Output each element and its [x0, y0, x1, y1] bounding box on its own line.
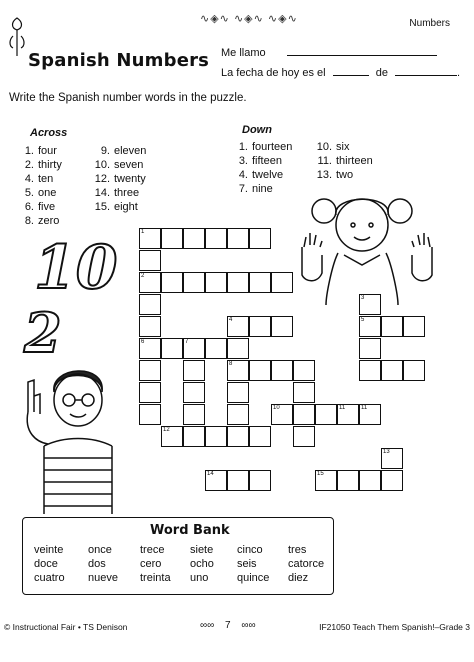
word-bank-title: Word Bank — [150, 523, 230, 538]
crossword-cell[interactable] — [183, 360, 205, 381]
crossword-cell[interactable] — [381, 316, 403, 337]
down-clue — [226, 169, 283, 181]
crossword-cell[interactable] — [403, 316, 425, 337]
down-clue-number: 13. — [316, 169, 332, 181]
across-clue-word: zero — [38, 215, 60, 227]
cell-clue-number: 5 — [361, 317, 365, 323]
crossword-cell[interactable] — [227, 426, 249, 447]
crossword-cell[interactable] — [205, 426, 227, 447]
down-heading: Down — [242, 124, 272, 136]
crossword-cell[interactable] — [403, 360, 425, 381]
across-clue-number: 4. — [24, 173, 34, 185]
cell-clue-number: 12 — [163, 427, 170, 433]
across-clue-word: three — [114, 187, 140, 199]
crossword-cell[interactable] — [293, 360, 315, 381]
word-bank-word: veinte — [34, 544, 64, 556]
crossword-cell[interactable] — [139, 360, 161, 381]
down-clue-word: twelve — [252, 169, 284, 181]
crossword-cell[interactable] — [249, 426, 271, 447]
crossword-cell[interactable] — [183, 404, 205, 425]
crossword-cell[interactable] — [359, 360, 381, 381]
crossword-cell[interactable] — [161, 338, 183, 359]
crossword-cell[interactable] — [271, 360, 293, 381]
crossword-cell[interactable] — [249, 360, 271, 381]
crossword-cell[interactable] — [183, 338, 205, 359]
word-bank-word: uno — [190, 572, 209, 584]
crossword-cell[interactable] — [227, 382, 249, 403]
word-bank-word: trece — [140, 544, 165, 556]
footer-catalog: IF21050 Teach Them Spanish!–Grade 3 — [319, 622, 470, 632]
down-clue — [226, 183, 273, 195]
across-clue — [88, 201, 138, 213]
across-clue-word: seven — [114, 159, 144, 171]
crossword-cell[interactable] — [139, 404, 161, 425]
cell-clue-number: 10 — [273, 405, 280, 411]
word-bank-word: dos — [88, 558, 106, 570]
across-clue — [12, 145, 57, 157]
across-clue-number: 1. — [24, 145, 34, 157]
crossword-cell[interactable] — [249, 272, 271, 293]
word-bank-word: catorce — [288, 558, 325, 570]
crossword-cell[interactable] — [227, 338, 249, 359]
cell-clue-number: 11 — [361, 405, 368, 411]
word-bank-word: seis — [237, 558, 257, 570]
cell-clue-number: 11 — [339, 405, 346, 411]
across-clue-number: 2. — [24, 159, 34, 171]
crossword-cell[interactable] — [139, 316, 161, 337]
across-clue — [12, 187, 56, 199]
word-bank-word: cinco — [237, 544, 263, 556]
date-line — [221, 64, 460, 79]
down-clue-word: fifteen — [252, 155, 282, 167]
crossword-cell[interactable] — [337, 470, 359, 491]
across-clue-word: eleven — [114, 145, 147, 157]
crossword-cell[interactable] — [139, 228, 161, 249]
crossword-cell[interactable] — [183, 228, 205, 249]
word-bank-word: tres — [288, 544, 307, 556]
cell-clue-number: 14 — [207, 471, 214, 477]
cell-clue-number: 13 — [383, 449, 390, 455]
crossword-cell[interactable] — [293, 404, 315, 425]
down-clue-number: 1. — [238, 141, 248, 153]
crossword-cell[interactable] — [183, 272, 205, 293]
across-heading: Across — [30, 127, 68, 139]
name-line — [221, 44, 437, 59]
down-clue-number: 11. — [317, 155, 332, 167]
girl-illustration — [292, 185, 442, 305]
across-clue-word: five — [38, 201, 56, 213]
word-bank-word: cuatro — [34, 572, 65, 584]
crossword-cell[interactable] — [249, 316, 271, 337]
crossword-cell[interactable] — [381, 360, 403, 381]
page-number: 7 — [225, 620, 231, 631]
subject-tag: Numbers — [409, 18, 450, 29]
across-clue-word: twenty — [114, 173, 146, 185]
crossword-cell[interactable] — [359, 338, 381, 359]
down-clue — [226, 155, 282, 167]
across-clue-number: 14. — [94, 187, 110, 199]
crossword-cell[interactable] — [205, 470, 227, 491]
crossword-cell[interactable] — [315, 404, 337, 425]
crossword-cell[interactable] — [381, 470, 403, 491]
footer-page — [200, 620, 256, 631]
crossword-cell[interactable] — [205, 338, 227, 359]
crossword-cell[interactable] — [337, 404, 359, 425]
across-clue-word: ten — [38, 173, 54, 185]
crossword-cell[interactable] — [249, 228, 271, 249]
footer-copyright: © Instructional Fair • TS Denison — [4, 622, 128, 632]
down-clue — [226, 141, 292, 153]
word-bank-word: ocho — [190, 558, 214, 570]
date-end: . — [457, 67, 461, 79]
down-clue-number: 4. — [238, 169, 248, 181]
crossword-cell[interactable] — [161, 426, 183, 447]
across-clue-word: thirty — [38, 159, 62, 171]
word-bank-word: quince — [237, 572, 270, 584]
crossword-cell[interactable] — [139, 250, 161, 271]
crossword-cell[interactable] — [359, 404, 381, 425]
crossword-cell[interactable] — [359, 316, 381, 337]
across-clue — [12, 215, 59, 227]
down-clue — [310, 141, 349, 153]
crossword-cell[interactable] — [249, 470, 271, 491]
instructions: Write the Spanish number words in the puzzle. — [9, 92, 247, 104]
svg-text:10: 10 — [34, 233, 118, 302]
down-clue-number: 10. — [316, 141, 332, 153]
word-bank-word: siete — [190, 544, 214, 556]
across-clue-number: 6. — [24, 201, 34, 213]
crossword-cell[interactable] — [205, 272, 227, 293]
crossword-cell[interactable] — [227, 272, 249, 293]
header-ornament: ∿◈∿ ∿◈∿ ∿◈∿ — [200, 13, 298, 25]
crossword-cell[interactable] — [139, 382, 161, 403]
down-clue-word: fourteen — [252, 141, 293, 153]
crossword-cell[interactable] — [161, 228, 183, 249]
word-bank-word: cero — [140, 558, 162, 570]
crossword-cell[interactable] — [139, 338, 161, 359]
word-bank-word: doce — [34, 558, 58, 570]
down-clue — [310, 155, 373, 167]
name-label: Me llamo — [221, 47, 266, 59]
across-clue-number: 15. — [94, 201, 110, 213]
crossword-cell[interactable] — [139, 294, 161, 315]
svg-text:2: 2 — [24, 302, 62, 362]
crossword-cell[interactable] — [183, 426, 205, 447]
across-clue-number: 10. — [94, 159, 110, 171]
across-clue-number: 5. — [24, 187, 34, 199]
word-bank-word: treinta — [140, 572, 171, 584]
crossword-cell[interactable] — [271, 316, 293, 337]
across-clue — [88, 159, 143, 171]
crossword-cell[interactable] — [205, 228, 227, 249]
crossword-cell[interactable] — [293, 426, 315, 447]
across-clue-number: 12. — [94, 173, 110, 185]
crossword-cell[interactable] — [359, 470, 381, 491]
across-clue — [12, 201, 55, 213]
cell-clue-number: 3 — [361, 295, 365, 301]
across-clue-number: 8. — [24, 215, 34, 227]
boy-illustration — [14, 362, 126, 514]
cell-clue-number: 1 — [141, 229, 145, 235]
down-clue-number: 3. — [238, 155, 248, 167]
crossword-cell[interactable] — [381, 448, 403, 469]
date-day-blank[interactable] — [333, 64, 369, 76]
date-de: de — [375, 67, 388, 79]
crossword-cell[interactable] — [227, 360, 249, 381]
across-clue-word: one — [38, 187, 57, 199]
down-clue-word: nine — [252, 183, 273, 195]
word-bank-word: nueve — [88, 572, 118, 584]
cell-clue-number: 4 — [229, 317, 233, 323]
across-clue-word: eight — [114, 201, 138, 213]
down-clue-word: two — [336, 169, 354, 181]
crossword-cell[interactable] — [227, 470, 249, 491]
date-label: La fecha de hoy es el — [221, 67, 326, 79]
down-clue-word: six — [336, 141, 350, 153]
crossword-cell[interactable] — [227, 228, 249, 249]
cell-clue-number: 15 — [317, 471, 324, 477]
page-title: Spanish Numbers — [28, 50, 210, 71]
footer-ornament-left: ∞∞ — [200, 620, 215, 631]
cell-clue-number: 7 — [185, 339, 189, 345]
word-bank-word: once — [88, 544, 112, 556]
crossword-cell[interactable] — [315, 470, 337, 491]
footer-ornament-right: ∞∞ — [241, 620, 256, 631]
corner-ornament — [8, 16, 26, 60]
crossword-cell[interactable] — [161, 272, 183, 293]
down-clue — [310, 169, 353, 181]
across-clue-number: 9. — [100, 145, 110, 157]
crossword-cell[interactable] — [183, 382, 205, 403]
down-clue-word: thirteen — [336, 155, 373, 167]
down-clue-number: 7. — [238, 183, 248, 195]
cell-clue-number: 8 — [229, 361, 233, 367]
word-bank-word: diez — [288, 572, 309, 584]
across-clue — [88, 173, 146, 185]
across-clue-word: four — [38, 145, 57, 157]
crossword-cell[interactable] — [227, 404, 249, 425]
crossword-cell[interactable] — [271, 404, 293, 425]
cell-clue-number: 6 — [141, 339, 145, 345]
crossword-cell[interactable] — [293, 382, 315, 403]
across-clue — [88, 145, 146, 157]
name-blank[interactable] — [287, 44, 437, 56]
number-ten-illustration — [30, 232, 130, 302]
crossword-cell[interactable] — [139, 272, 161, 293]
cell-clue-number: 2 — [141, 273, 145, 279]
across-clue — [88, 187, 139, 199]
date-month-blank[interactable] — [395, 64, 457, 76]
crossword-cell[interactable] — [359, 294, 381, 315]
number-two-illustration — [18, 302, 78, 362]
across-clue — [12, 173, 53, 185]
crossword-cell[interactable] — [271, 272, 293, 293]
crossword-cell[interactable] — [227, 316, 249, 337]
across-clue — [12, 159, 62, 171]
